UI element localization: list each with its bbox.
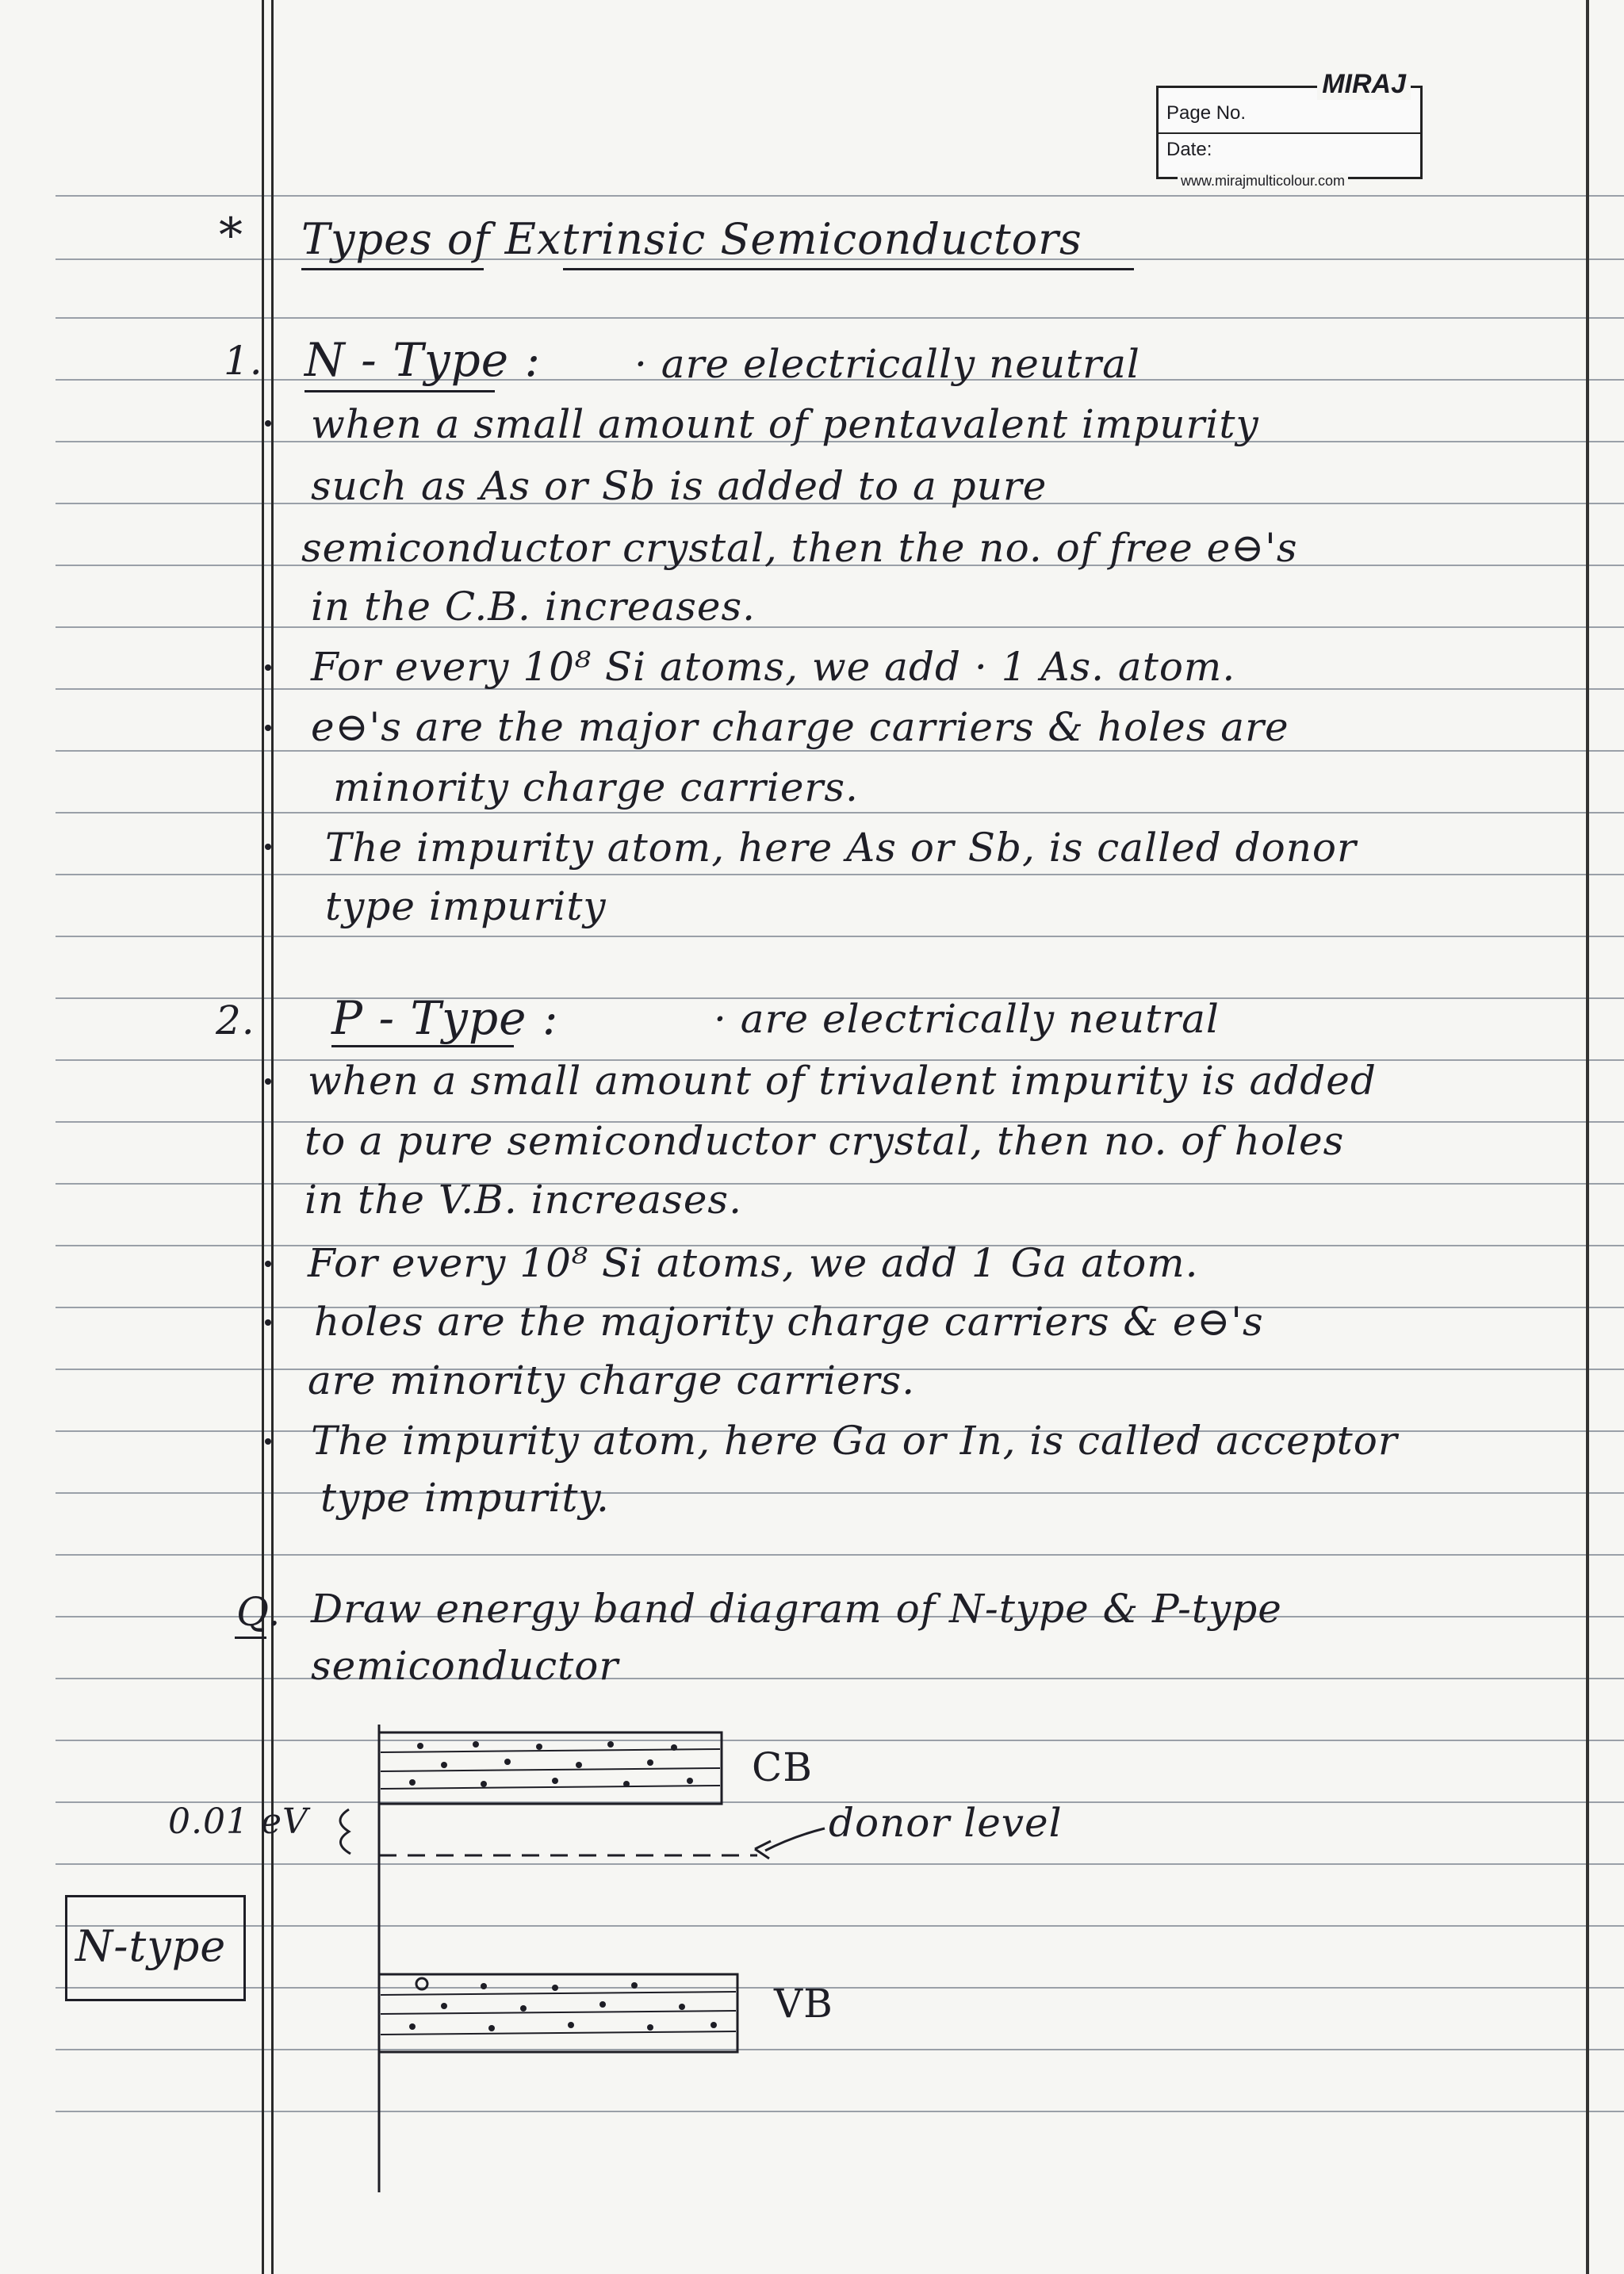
section-heading: N - Type :: [304, 333, 542, 387]
electron: [488, 2025, 495, 2031]
electron: [647, 2024, 653, 2031]
donor-label: donor level: [829, 1800, 1063, 1846]
electron: [536, 1744, 542, 1750]
electron: [504, 1759, 511, 1765]
neutral-note: · are electrically neutral: [714, 996, 1220, 1042]
type-box-label: N-type: [75, 1921, 227, 1971]
electron: [687, 1778, 693, 1784]
section-number: 1.: [224, 338, 263, 384]
title-marker: *: [219, 208, 243, 263]
electron: [710, 2022, 717, 2028]
text-line: to a pure semiconductor crystal, then no. of holes: [304, 1118, 1345, 1164]
electron: [671, 1744, 677, 1751]
text-line: The impurity atom, here Ga or In, is called acceptor: [311, 1418, 1398, 1464]
question-text: Draw energy band diagram of N-type & P-type: [311, 1586, 1282, 1632]
text-line: semiconductor crystal, then the no. of free e⊖'s: [301, 525, 1298, 571]
question-text: semiconductor: [311, 1643, 619, 1689]
text-line: holes are the majority charge carriers & e⊖'s: [314, 1299, 1264, 1345]
electron: [679, 2004, 685, 2010]
text-line: are minority charge carriers.: [308, 1357, 916, 1403]
date-label: Date:: [1166, 139, 1212, 160]
text-line: such as As or Sb is added to a pure: [311, 463, 1048, 509]
page-title: Types of Extrinsic Semiconductors: [301, 214, 1082, 264]
electron: [576, 1762, 582, 1768]
hole: [416, 1978, 427, 1989]
vb-label: VB: [774, 1981, 833, 2027]
text-line: in the C.B. increases.: [311, 584, 756, 630]
electron: [599, 2001, 606, 2008]
gap-label: 0.01 eV: [168, 1801, 308, 1842]
text-line: when a small amount of trivalent impurity is added: [308, 1058, 1377, 1104]
text-line: The impurity atom, here As or Sb, is called donor: [325, 825, 1357, 871]
electron: [607, 1741, 614, 1748]
question-label: Q.: [236, 1589, 282, 1635]
electron: [417, 1743, 423, 1749]
electron: [409, 2023, 416, 2030]
text-line: For every 10⁸ Si atoms, we add 1 Ga atom.: [308, 1240, 1199, 1286]
text-line: type impurity.: [320, 1475, 610, 1521]
page-no-label: Page No.: [1166, 102, 1247, 124]
text-line: e⊖'s are the major charge carriers & holes are: [311, 704, 1289, 750]
electron: [441, 1762, 447, 1768]
electron: [441, 2003, 447, 2009]
electron: [552, 1778, 558, 1784]
logo-url: www.mirajmulticolour.com: [1178, 173, 1348, 190]
electron: [473, 1741, 479, 1748]
brand-logo: MIRAJ: [1317, 69, 1411, 100]
section-heading: P - Type :: [331, 991, 559, 1045]
donor-arrow: [765, 1828, 825, 1851]
section-number: 2.: [216, 997, 255, 1043]
electron: [409, 1779, 416, 1786]
text-line: when a small amount of pentavalent impurity: [311, 401, 1259, 447]
electron: [647, 1759, 653, 1766]
electron: [568, 2022, 574, 2028]
electron: [623, 1781, 630, 1787]
text-line: For every 10⁸ Si atoms, we add · 1 As. atom.: [311, 644, 1236, 690]
electron: [481, 1983, 487, 1989]
text-line: type impurity: [325, 883, 607, 929]
electron: [552, 1985, 558, 1991]
gap-brace: [340, 1809, 350, 1854]
text-line: minority charge carriers.: [333, 764, 859, 810]
type-box: [65, 1895, 246, 2001]
electron: [520, 2005, 527, 2012]
electron: [631, 1982, 638, 1989]
neutral-note: · are electrically neutral: [634, 341, 1140, 387]
cb-label: CB: [752, 1744, 813, 1790]
text-line: in the V.B. increases.: [304, 1177, 742, 1223]
electron: [481, 1781, 487, 1787]
